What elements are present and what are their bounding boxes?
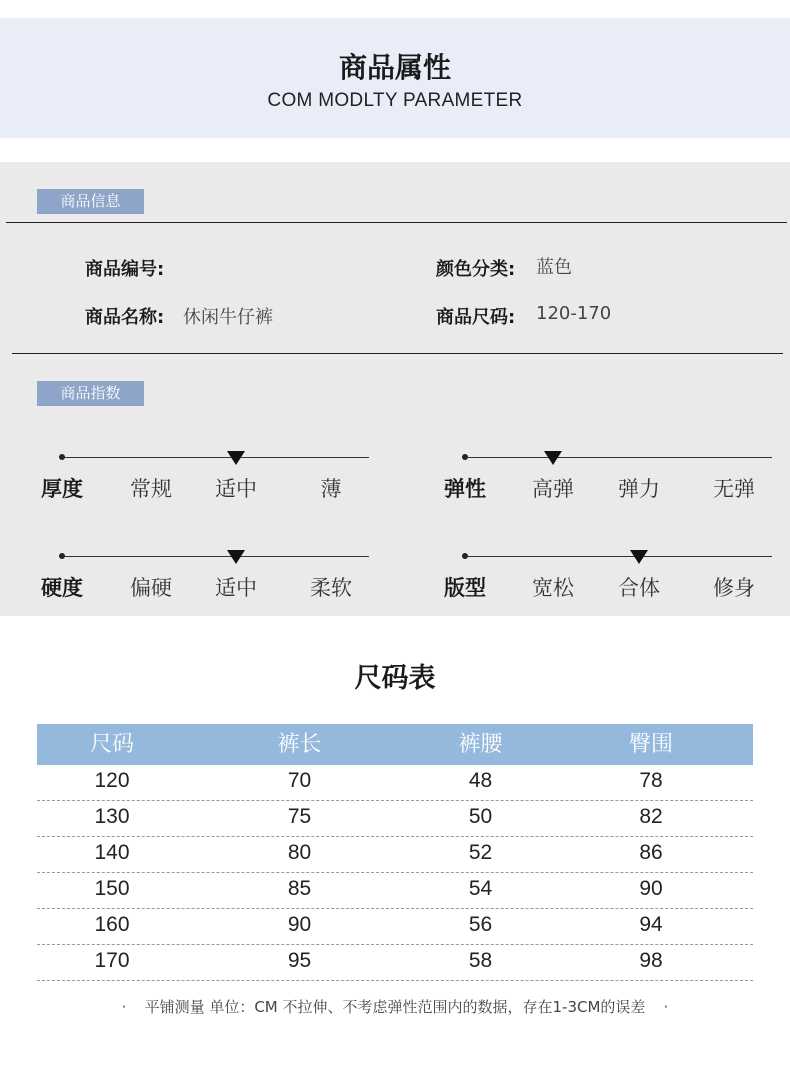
product-name-value: 休闲牛仔裤: [183, 307, 273, 328]
size-table-title: 尺码表: [354, 663, 436, 694]
info-divider-top: [6, 222, 787, 223]
table-cell: 90: [287, 913, 312, 936]
scale-option: 常规: [130, 477, 172, 501]
scale-option: 适中: [215, 576, 257, 600]
scale-name: 版型: [444, 576, 486, 600]
table-cell: 150: [94, 877, 130, 900]
scale-name: 硬度: [41, 576, 83, 600]
scale-option: 无弹: [713, 477, 755, 501]
table-cell: 80: [287, 841, 312, 864]
scale-marker: [544, 451, 562, 465]
color-category-value: 蓝色: [536, 257, 572, 278]
scale-option: 薄: [320, 477, 342, 501]
table-cell: 58: [468, 949, 493, 972]
bullet-dot: ·: [663, 998, 669, 1016]
scale-marker: [227, 451, 245, 465]
table-cell: 98: [639, 949, 663, 972]
table-cell: 52: [468, 841, 493, 864]
header-cell-length: 裤长: [277, 732, 322, 757]
scale-option: 合体: [618, 576, 660, 600]
table-cell: 56: [468, 913, 493, 936]
table-row: [37, 909, 753, 945]
page-subtitle: COM MODLTY PARAMETER: [267, 90, 523, 111]
scale-line: [62, 556, 369, 557]
table-cell: 50: [468, 805, 493, 828]
scale-line: [62, 457, 369, 458]
table-row: [37, 765, 753, 801]
scale-name: 厚度: [41, 477, 83, 501]
page-title: 商品属性: [338, 51, 451, 84]
table-row: [37, 945, 753, 981]
color-category-label: 颜色分类:: [436, 259, 516, 280]
scale-line: [465, 457, 772, 458]
header-cell-hip: 臀围: [628, 732, 673, 757]
table-cell: 78: [639, 769, 663, 792]
scale-option: 宽松: [532, 576, 574, 600]
scale-option: 高弹: [532, 477, 574, 501]
product-size-value: 120-170: [536, 303, 612, 324]
scale-marker: [227, 550, 245, 564]
table-cell: 48: [468, 769, 493, 792]
table-cell: 130: [94, 805, 130, 828]
bullet-dot: ·: [121, 998, 127, 1016]
size-table: [37, 724, 753, 981]
scale-option: 柔软: [310, 576, 352, 600]
table-cell: 94: [639, 913, 663, 936]
table-cell: 140: [94, 841, 130, 864]
scale-option: 适中: [215, 477, 257, 501]
product-size-label: 商品尺码:: [436, 307, 516, 328]
table-cell: 70: [287, 769, 312, 792]
size-table-header: [37, 724, 753, 765]
product-index-tag: 商品指数: [37, 381, 144, 406]
table-cell: 85: [287, 877, 312, 900]
product-info-tag: 商品信息: [37, 189, 144, 214]
product-number-label: 商品编号:: [85, 259, 165, 280]
table-cell: 170: [94, 949, 130, 972]
info-divider-bottom: [12, 353, 783, 354]
scale-name: 弹性: [444, 477, 486, 501]
table-row: [37, 837, 753, 873]
table-cell: 120: [94, 769, 130, 792]
table-cell: 82: [639, 805, 663, 828]
table-cell: 75: [287, 805, 312, 828]
table-row: [37, 873, 753, 909]
measurement-note: [0, 996, 790, 1017]
table-cell: 95: [287, 949, 312, 972]
table-cell: 54: [468, 877, 493, 900]
header-cell-size: 尺码: [89, 732, 134, 757]
scale-option: 弹力: [618, 477, 660, 501]
table-cell: 90: [639, 877, 663, 900]
table-cell: 86: [639, 841, 663, 864]
table-cell: 160: [94, 913, 130, 936]
scale-option: 修身: [713, 576, 755, 600]
header-cell-waist: 裤腰: [458, 732, 503, 757]
measurement-note-text: 平铺测量 单位：CM 不拉伸、不考虑弹性范围内的数据，存在1-3CM的误差: [144, 998, 646, 1016]
scale-line: [465, 556, 772, 557]
table-row: [37, 801, 753, 837]
product-name-label: 商品名称:: [85, 307, 165, 328]
scale-option: 偏硬: [130, 576, 172, 600]
scale-marker: [630, 550, 648, 564]
